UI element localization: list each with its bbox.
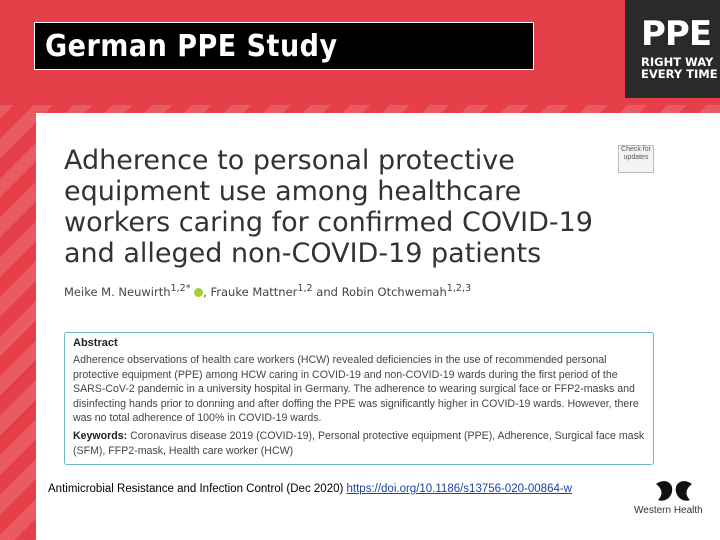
author-2: , Frauke Mattner [203,284,298,299]
paper-screenshot [36,113,720,540]
ppe-logo-text: PPE [641,14,712,54]
check-for-updates-badge[interactable]: Check for updates [618,145,654,173]
author-1: Meike M. Neuwirth [64,284,171,299]
paper-title: Adherence to personal protective equipment use among healthcare workers caring for confirmed COVID-19 and alleged non-COVID-19 patients [64,145,593,269]
author-2-affil: 1,2 [297,283,313,294]
ppe-logo-tagline [641,56,718,80]
keywords-label: Keywords: [73,429,128,442]
ppe-logo [625,0,720,98]
keywords [73,429,645,458]
doi-link[interactable]: https://doi.org/10.1186/s13756-020-00864-w [346,483,572,495]
orcid-icon[interactable] [194,288,203,297]
slide-title: German PPE Study [45,29,338,64]
citation-text: Antimicrobial Resistance and Infection Control (Dec 2020) [48,483,344,495]
western-health-name: Western Health [634,505,703,516]
keywords-text: Coronavirus disease 2019 (COVID-19), Personal protective equipment (PPE), Adherence, Surgical face mask (SFM), FFP2-mask, Health care worker (HCW) [73,429,645,457]
citation [48,483,572,495]
abstract-heading: Abstract [73,337,118,349]
author-3: and Robin Otchwemah [312,284,447,299]
tagline-line2: EVERY TIME [641,67,718,81]
tagline-line1: RIGHT WAY [641,55,714,69]
abstract-text: Adherence observations of health care workers (HCW) revealed deficiencies in the use of recommended personal protective equipment (PPE) among HCW caring in COVID-19 and non-COVID-19 wards during the first period of the SARS-CoV-2 pandemic in a university hospital in Germany. The adherence to wearing surgical face or FFP2-masks and disinfecting hands prior to donning and after doffing the PPE was significantly higher in COVID-19 wards. However, there was no total adherence of 100% in COVID-19 wards. [73,354,639,425]
author-3-affil: 1,2,3 [446,283,472,294]
slide-title-box [34,22,534,70]
abstract-box [64,332,654,465]
author-1-affil: 1,2* [170,283,191,294]
paper-authors [64,283,471,299]
